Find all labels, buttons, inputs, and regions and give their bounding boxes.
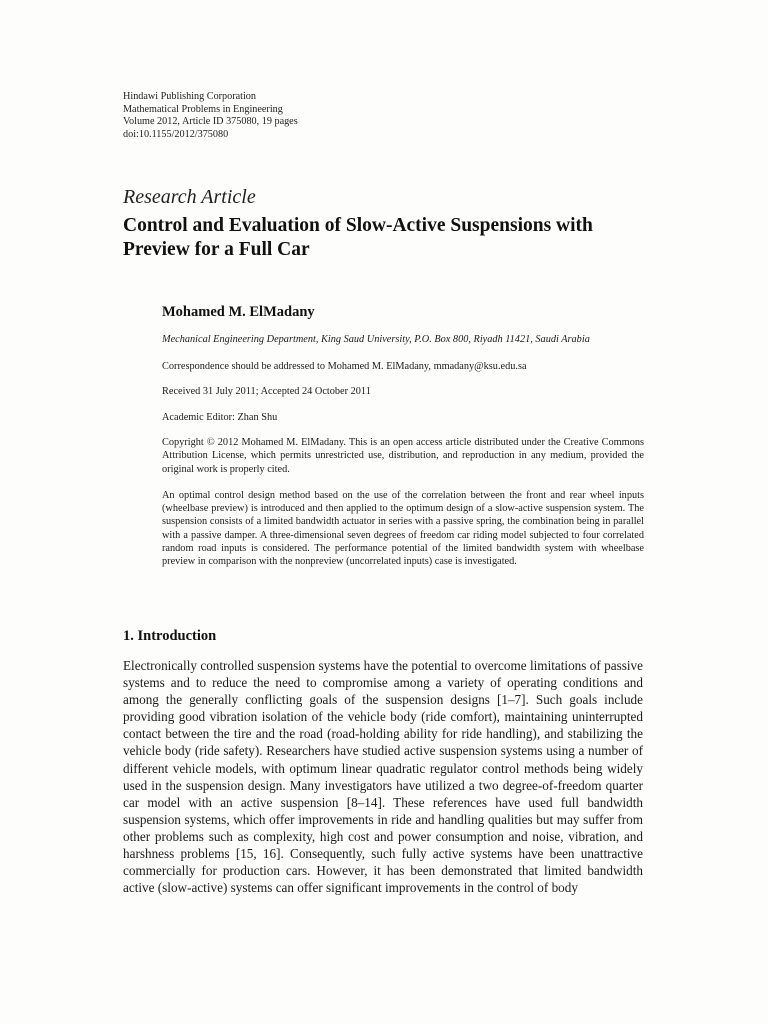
doi[interactable]: doi:10.1155/2012/375080 <box>123 128 229 140</box>
author-affiliation: Mechanical Engineering Department, King Saud University, P.O. Box 800, Riyadh 11421, Saudi Arabia <box>162 334 590 345</box>
article-type: Research Article <box>123 186 256 208</box>
journal-header <box>123 91 298 141</box>
introduction-paragraph: Electronically controlled suspension systems have the potential to overcome limitations of passive systems and to reduce the need to compromise among a variety of operating conditions and among the generally conflicting goals of the suspension designs [1–7]. Such goals include providing good vibration isolation of the vehicle body (ride comfort), maintaining uninterrupted contact between the tire and the road (road-holding ability for ride handling), and stabilizing the vehicle body (ride safety). Researchers have studied active suspension systems using a number of different vehicle models, with optimum linear quadratic regulator control methods being widely used in the suspension design. Many investigators have utilized a two degree-of-freedom quarter car model with an active suspension [8–14]. These references have used full bandwidth suspension systems, which offer improvements in ride and handling qualities but may suffer from other problems such as complexity, high cost and power consumption and noise, vibration, and harshness problems [15, 16]. Consequently, such fully active systems have been unattractive commercially for production cars. However, it has been demonstrated that limited bandwidth active (slow-active) systems can offer significant improvements in the control of body <box>123 658 643 896</box>
abstract: An optimal control design method based on the use of the correlation between the front and rear wheel inputs (wheelbase preview) is introduced and then applied to the optimum design of a slow-active suspension system. The suspension consists of a limited bandwidth actuator in series with a passive spring, the combination being in parallel with a passive damper. A three-dimensional seven degrees of freedom car riding model subjected to four correlated random road inputs is considered. The performance potential of the limited bandwidth system with wheelbase preview in comparison with the nonpreview (uncorrelated inputs) case is investigated. <box>162 490 644 568</box>
copyright-notice: Copyright © 2012 Mohamed M. ElMadany. This is an open access article distributed under the Creative Commons Attribution License, which permits unrestricted use, distribution, and reproduction in any medium, provided the original work is properly cited. <box>162 437 644 475</box>
received-accepted-dates: Received 31 July 2011; Accepted 24 October 2011 <box>162 386 371 397</box>
author-name: Mohamed M. ElMadany <box>162 304 315 320</box>
journal-name: Mathematical Problems in Engineering <box>123 103 283 115</box>
paper-title: Control and Evaluation of Slow-Active Suspensions with Preview for a Full Car <box>123 215 593 260</box>
volume-info: Volume 2012, Article ID 375080, 19 pages <box>123 116 298 128</box>
section-heading-introduction: 1. Introduction <box>123 628 217 644</box>
publisher-name: Hindawi Publishing Corporation <box>123 91 256 102</box>
correspondence-note: Correspondence should be addressed to Mohamed M. ElMadany, mmadany@ksu.edu.sa <box>162 361 527 372</box>
academic-editor: Academic Editor: Zhan Shu <box>162 412 278 423</box>
